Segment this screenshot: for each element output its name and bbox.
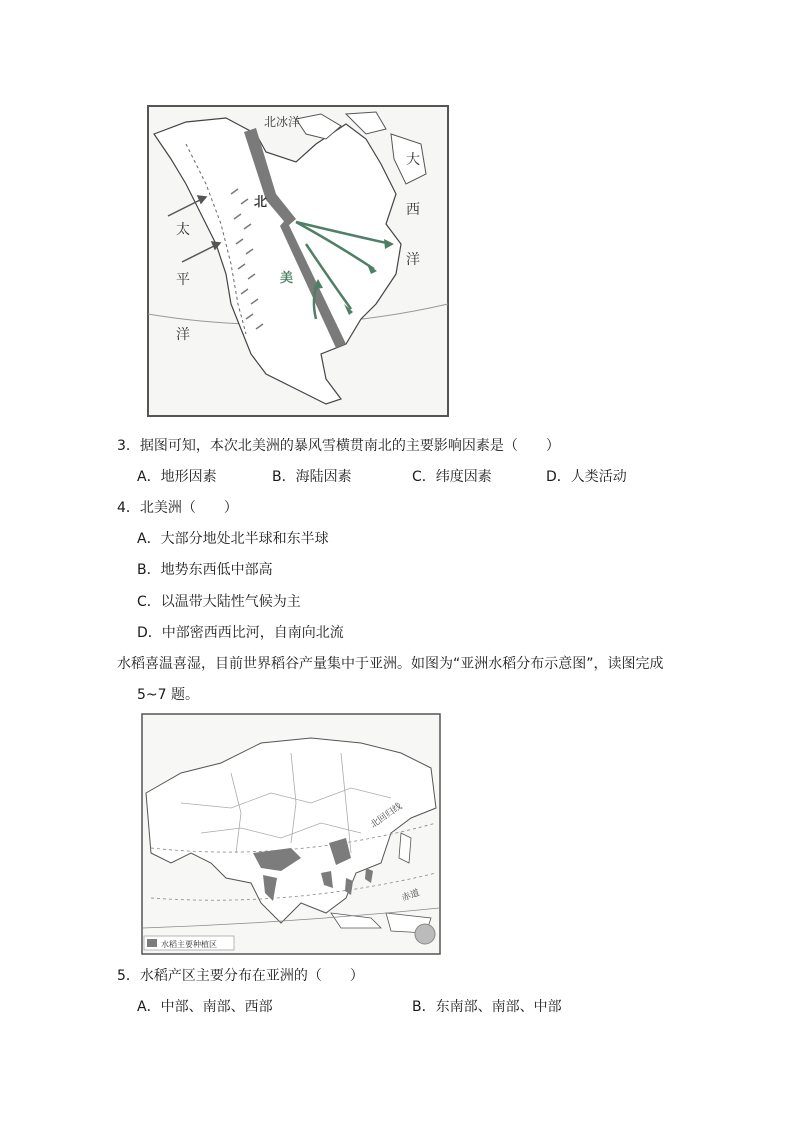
intro-line-1: 水稻喜温喜湿，目前世界稻谷产量集中于亚洲。如图为“亚洲水稻分布示意图”，读图完成 (117, 656, 664, 672)
q3-option-d[interactable]: D．人类活动 (546, 469, 627, 485)
pacific-label-1: 太 (176, 222, 190, 238)
asia-rice-map-svg (141, 713, 441, 955)
asia-rice-map (141, 713, 441, 955)
q4-option-c[interactable]: C．以温带大陆性气候为主 (137, 594, 301, 610)
q4-option-d[interactable]: D．中部密西西比河，自南向北流 (137, 625, 344, 641)
q3-stem: 3．据图可知，本次北美洲的暴风雪横贯南北的主要影响因素是（ ） (117, 438, 560, 454)
tropic-label: 北回归线 (368, 801, 405, 831)
map2-legend: 水稻主要种植区 (161, 940, 217, 949)
arctic-ocean-label: 北冰洋 (264, 115, 301, 129)
north-america-map-svg (146, 104, 450, 418)
atlantic-label-3: 洋 (406, 252, 420, 268)
pacific-label-3: 洋 (176, 327, 190, 343)
q4-stem: 4．北美洲（ ） (117, 500, 238, 516)
q4-option-b[interactable]: B．地势东西低中部高 (137, 562, 273, 578)
q5-option-b[interactable]: B．东南部、南部、中部 (412, 999, 562, 1015)
north-america-map (146, 104, 450, 418)
q4-option-a[interactable]: A．大部分地处北半球和东半球 (137, 531, 329, 547)
america-label: 美 (280, 271, 294, 286)
q5-stem: 5．水稻产区主要分布在亚洲的（ ） (117, 968, 364, 984)
q5-option-a[interactable]: A．中部、南部、西部 (137, 999, 273, 1015)
q3-option-b[interactable]: B．海陆因素 (272, 469, 352, 485)
pacific-label-2: 平 (176, 272, 190, 288)
north-label: 北 (254, 195, 268, 210)
intro-line-2: 5~7 题。 (137, 687, 199, 703)
q3-option-c[interactable]: C．纬度因素 (412, 469, 492, 485)
atlantic-label-2: 西 (406, 202, 420, 218)
q3-option-a[interactable]: A．地形因素 (137, 469, 217, 485)
equator-label: 赤道 (400, 888, 421, 904)
atlantic-label-1: 大 (406, 152, 420, 168)
